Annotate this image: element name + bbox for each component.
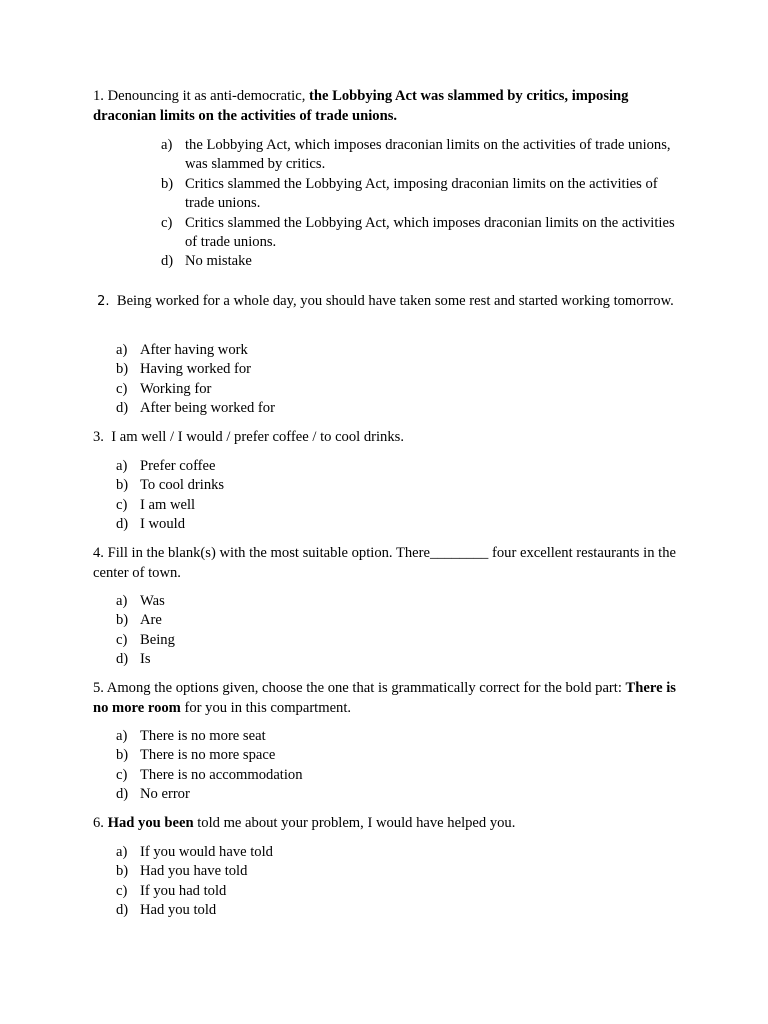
question-3-text bbox=[93, 428, 683, 448]
question-2-options bbox=[116, 341, 616, 419]
question-3-option-a[interactable] bbox=[116, 457, 616, 476]
option-text: Critics slammed the Lobbying Act, imposing draconian limits on the activities of trade unions. bbox=[185, 175, 658, 212]
question-4-number: 4. bbox=[93, 545, 104, 561]
option-text: Was bbox=[140, 593, 165, 609]
question-2-option-a[interactable] bbox=[116, 341, 616, 360]
question-6-number: 6. bbox=[93, 815, 104, 831]
option-text: Had you told bbox=[140, 902, 217, 919]
option-marker: b) bbox=[161, 175, 174, 192]
question-2-option-c[interactable] bbox=[116, 380, 616, 399]
question-1-number: 1. bbox=[93, 88, 104, 104]
question-6-option-b[interactable] bbox=[116, 862, 616, 881]
option-marker: d) bbox=[116, 651, 129, 668]
option-marker: b) bbox=[116, 612, 129, 629]
option-marker: c) bbox=[116, 766, 128, 783]
question-6-option-d[interactable] bbox=[116, 901, 616, 920]
question-4-option-a[interactable] bbox=[116, 592, 616, 611]
option-text: No mistake bbox=[185, 253, 252, 270]
question-1-bold-part: the Lobbying Act was slammed by critics, imposing draconian limits on the activities of trade unions. bbox=[93, 88, 629, 124]
option-text: No error bbox=[140, 786, 190, 803]
question-4-option-d[interactable] bbox=[116, 650, 616, 669]
option-marker: a) bbox=[116, 593, 128, 609]
option-text: There is no more seat bbox=[140, 728, 266, 744]
option-marker: c) bbox=[116, 380, 128, 397]
option-marker: b) bbox=[116, 361, 129, 378]
question-2-text bbox=[93, 290, 683, 313]
question-4-option-b[interactable] bbox=[116, 611, 616, 630]
question-5-prefix: Among the options given, choose the one that is grammatically correct for the bold part: bbox=[103, 680, 626, 696]
question-5-option-d[interactable] bbox=[116, 785, 616, 804]
option-marker: c) bbox=[116, 496, 128, 513]
option-text: I am well bbox=[140, 496, 196, 513]
question-2-prefix: Being worked for a whole day, you should have taken some rest and started working tomorrow. bbox=[109, 293, 674, 309]
question-1-text bbox=[93, 87, 683, 126]
option-text: Critics slammed the Lobbying Act, which imposes draconian limits on the activities of trade unions. bbox=[185, 214, 675, 251]
question-1-option-a[interactable] bbox=[161, 136, 681, 175]
question-2-number: 2. bbox=[93, 294, 110, 309]
option-text: Are bbox=[140, 612, 162, 629]
question-6-bold-part: Had you been bbox=[107, 815, 194, 831]
question-5-option-a[interactable] bbox=[116, 727, 616, 746]
option-marker: b) bbox=[116, 477, 129, 494]
option-marker: b) bbox=[116, 747, 129, 764]
option-marker: a) bbox=[161, 137, 173, 153]
option-text: Is bbox=[140, 651, 151, 668]
question-4-text bbox=[93, 544, 683, 583]
question-1-option-b[interactable] bbox=[161, 175, 681, 214]
option-text: If you had told bbox=[140, 882, 227, 899]
option-text: There is no accommodation bbox=[140, 766, 303, 783]
question-6-option-c[interactable] bbox=[116, 882, 616, 901]
question-3-option-d[interactable] bbox=[116, 515, 616, 534]
question-2-option-b[interactable] bbox=[116, 360, 616, 379]
option-text: the Lobbying Act, which imposes draconian limits on the activities of trade unions, was slammed by critics. bbox=[185, 137, 671, 173]
option-marker: d) bbox=[116, 516, 129, 533]
question-3-options bbox=[116, 457, 616, 535]
question-5-number: 5. bbox=[93, 680, 104, 696]
option-marker: d) bbox=[116, 786, 129, 803]
option-text: To cool drinks bbox=[140, 477, 225, 494]
option-text: Having worked for bbox=[140, 361, 252, 378]
question-5-suffix: for you in this compartment. bbox=[180, 699, 352, 716]
question-6-option-a[interactable] bbox=[116, 843, 616, 862]
question-3-number: 3. bbox=[93, 429, 104, 445]
option-marker: d) bbox=[116, 400, 129, 417]
option-marker: a) bbox=[116, 844, 128, 860]
option-text: After being worked for bbox=[140, 400, 275, 417]
option-text: Being bbox=[140, 631, 175, 648]
option-text: Working for bbox=[140, 380, 212, 397]
option-text: Had you have told bbox=[140, 863, 248, 880]
question-1-options bbox=[161, 136, 681, 272]
option-marker: b) bbox=[116, 863, 129, 880]
question-6-text bbox=[93, 814, 683, 834]
question-1-prefix: Denouncing it as anti-democratic, bbox=[103, 88, 310, 104]
question-6-suffix: told me about your problem, I would have helped you. bbox=[193, 815, 516, 831]
question-5-options bbox=[116, 727, 616, 805]
option-marker: a) bbox=[116, 342, 128, 358]
option-marker: d) bbox=[161, 253, 174, 270]
question-5-bold-part: There is no more room bbox=[93, 680, 676, 716]
question-3-option-c[interactable] bbox=[116, 496, 616, 515]
option-marker: d) bbox=[116, 902, 129, 919]
option-text: I would bbox=[140, 516, 185, 533]
question-5-option-b[interactable] bbox=[116, 746, 616, 765]
option-marker: c) bbox=[116, 882, 128, 899]
question-3-prefix: I am well / I would / prefer coffee / to cool drinks. bbox=[103, 429, 404, 445]
question-4-option-c[interactable] bbox=[116, 631, 616, 650]
option-marker: a) bbox=[116, 458, 128, 474]
question-4-options bbox=[116, 592, 616, 670]
question-1-option-d[interactable] bbox=[161, 252, 681, 271]
question-1-option-c[interactable] bbox=[161, 214, 681, 253]
question-4-prefix: Fill in the blank(s) with the most suitable option. There________ four excellent restaurants in the center of town. bbox=[93, 545, 676, 581]
option-text: After having work bbox=[140, 342, 248, 358]
option-text: Prefer coffee bbox=[140, 458, 216, 474]
question-6-options bbox=[116, 843, 616, 921]
option-text: If you would have told bbox=[140, 844, 273, 860]
option-text: There is no more space bbox=[140, 747, 276, 764]
option-marker: c) bbox=[161, 214, 173, 231]
option-marker: a) bbox=[116, 728, 128, 744]
question-5-text bbox=[93, 679, 683, 718]
option-marker: c) bbox=[116, 631, 128, 648]
question-3-option-b[interactable] bbox=[116, 476, 616, 495]
question-5-option-c[interactable] bbox=[116, 766, 616, 785]
question-2-option-d[interactable] bbox=[116, 399, 616, 418]
